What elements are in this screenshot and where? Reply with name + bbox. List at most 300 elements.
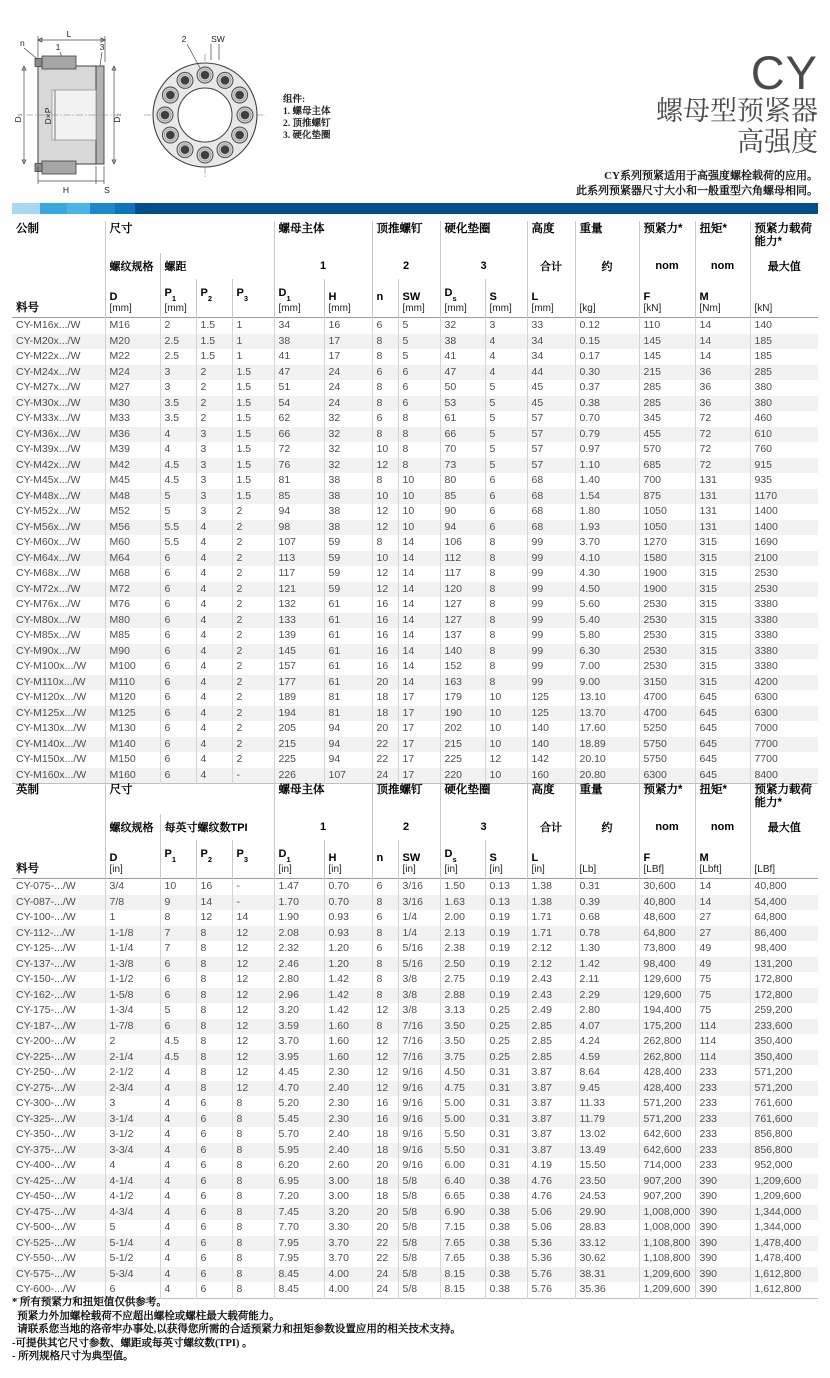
value-cell: 4 bbox=[196, 721, 232, 737]
value-cell: 5-3/4 bbox=[105, 1267, 160, 1283]
value-cell: 3.20 bbox=[274, 1003, 324, 1019]
value-cell: 915 bbox=[750, 458, 818, 474]
value-cell: 4 bbox=[160, 442, 196, 458]
value-cell: 6 bbox=[372, 879, 398, 895]
group-nut-body: 螺母主体 bbox=[274, 782, 372, 814]
part-number-cell: CY-137-.../W bbox=[16, 957, 76, 970]
value-cell: 0.25 bbox=[485, 1003, 527, 1019]
value-cell: 390 bbox=[695, 1174, 750, 1190]
value-cell: 12 bbox=[372, 1003, 398, 1019]
metric-table bbox=[12, 221, 818, 784]
value-cell: 5.60 bbox=[575, 597, 639, 613]
value-cell: - bbox=[232, 768, 274, 784]
value-cell: 3380 bbox=[750, 628, 818, 644]
value-cell: 68 bbox=[527, 473, 575, 489]
value-cell: 6 bbox=[160, 957, 196, 973]
table-row bbox=[12, 690, 818, 706]
value-cell: 1900 bbox=[639, 566, 695, 582]
value-cell: 9 bbox=[160, 895, 196, 911]
value-cell: 5/8 bbox=[398, 1251, 440, 1267]
value-cell: 4 bbox=[160, 1236, 196, 1252]
value-cell: 1900 bbox=[639, 582, 695, 598]
value-cell: 233 bbox=[695, 1096, 750, 1112]
value-cell: 185 bbox=[750, 334, 818, 350]
sub-approx: 约 bbox=[575, 253, 639, 279]
sub-item-2: 2 bbox=[372, 253, 440, 279]
value-cell: 175,200 bbox=[639, 1019, 695, 1035]
value-cell: 2-3/4 bbox=[105, 1081, 160, 1097]
value-cell: 4.24 bbox=[575, 1034, 639, 1050]
table-row bbox=[12, 1112, 818, 1128]
value-cell: 34 bbox=[527, 349, 575, 365]
value-cell: 6 bbox=[160, 988, 196, 1004]
table-row bbox=[12, 1251, 818, 1267]
value-cell: 0.31 bbox=[485, 1158, 527, 1174]
value-cell: 6 bbox=[485, 473, 527, 489]
value-cell: 75 bbox=[695, 1003, 750, 1019]
value-cell: 32 bbox=[324, 411, 372, 427]
value-cell: 0.17 bbox=[575, 349, 639, 365]
description-line-2: 此系列预紧器尺寸大小和一般重型六角螺母相同。 bbox=[576, 185, 818, 197]
value-cell: 73,800 bbox=[639, 941, 695, 957]
value-cell: 2.80 bbox=[274, 972, 324, 988]
value-cell: 17 bbox=[398, 706, 440, 722]
value-cell: 0.19 bbox=[485, 972, 527, 988]
value-cell: 8 bbox=[232, 1096, 274, 1112]
value-cell: 4.5 bbox=[160, 458, 196, 474]
value-cell: 72 bbox=[695, 411, 750, 427]
value-cell: 14 bbox=[695, 895, 750, 911]
col-n: n bbox=[372, 840, 398, 879]
value-cell: 3.50 bbox=[440, 1034, 485, 1050]
jack-bolt-front bbox=[166, 131, 174, 139]
value-cell: 24 bbox=[372, 1267, 398, 1283]
part-number-cell: CY-M160x.../W bbox=[16, 768, 87, 781]
value-cell: 50 bbox=[440, 380, 485, 396]
value-cell: 0.38 bbox=[485, 1282, 527, 1298]
value-cell: 6 bbox=[196, 1096, 232, 1112]
value-cell: 1-1/4 bbox=[105, 941, 160, 957]
table-row bbox=[12, 1143, 818, 1159]
value-cell: 16 bbox=[372, 1096, 398, 1112]
value-cell: 0.31 bbox=[485, 1081, 527, 1097]
value-cell: 13.10 bbox=[575, 690, 639, 706]
value-cell: 18 bbox=[372, 706, 398, 722]
value-cell: 1.5 bbox=[232, 411, 274, 427]
value-cell: 16 bbox=[324, 318, 372, 334]
value-cell: 2.75 bbox=[440, 972, 485, 988]
value-cell: 5/8 bbox=[398, 1220, 440, 1236]
part-number-cell: CY-275-.../W bbox=[16, 1081, 76, 1094]
value-cell: 7/16 bbox=[398, 1019, 440, 1035]
value-cell: 32 bbox=[324, 458, 372, 474]
value-cell: 6 bbox=[196, 1220, 232, 1236]
value-cell: 4700 bbox=[639, 690, 695, 706]
value-cell: 131,200 bbox=[750, 957, 818, 973]
value-cell: 6.90 bbox=[440, 1205, 485, 1221]
value-cell: 44 bbox=[527, 365, 575, 381]
col-sw: SW [mm] bbox=[398, 279, 440, 318]
component-legend bbox=[283, 94, 331, 142]
table-row bbox=[12, 1050, 818, 1066]
value-cell: 0.31 bbox=[485, 1112, 527, 1128]
value-cell: 3 bbox=[196, 489, 232, 505]
value-cell: 5.76 bbox=[527, 1267, 575, 1283]
value-cell: M52 bbox=[105, 504, 160, 520]
table-row bbox=[12, 582, 818, 598]
part-number-cell: CY-325-.../W bbox=[16, 1112, 76, 1125]
table-row bbox=[12, 910, 818, 926]
sub-item-3: 3 bbox=[440, 253, 527, 279]
value-cell: 2 bbox=[232, 628, 274, 644]
value-cell: 225 bbox=[274, 752, 324, 768]
table-row bbox=[12, 879, 818, 895]
value-cell: 140 bbox=[750, 318, 818, 334]
table-row bbox=[12, 737, 818, 753]
dim-label-s: S bbox=[104, 185, 110, 195]
value-cell: M20 bbox=[105, 334, 160, 350]
value-cell: 32 bbox=[324, 442, 372, 458]
value-cell: 9/16 bbox=[398, 1112, 440, 1128]
value-cell: 6 bbox=[398, 380, 440, 396]
value-cell: 0.31 bbox=[575, 879, 639, 895]
value-cell: 0.38 bbox=[485, 1251, 527, 1267]
value-cell: 0.31 bbox=[485, 1127, 527, 1143]
value-cell: 24 bbox=[372, 768, 398, 784]
value-cell: 14 bbox=[695, 349, 750, 365]
value-cell: 1/4 bbox=[398, 910, 440, 926]
value-cell: 7/16 bbox=[398, 1034, 440, 1050]
value-cell: 5.36 bbox=[527, 1236, 575, 1252]
sub-preload-nom: nom bbox=[639, 253, 695, 279]
value-cell: 5 bbox=[398, 318, 440, 334]
value-cell: 6.40 bbox=[440, 1174, 485, 1190]
part-number-cell: CY-225-.../W bbox=[16, 1050, 76, 1063]
jack-bolt-front bbox=[201, 71, 209, 79]
value-cell: 57 bbox=[527, 411, 575, 427]
table-row bbox=[12, 318, 818, 334]
part-number-cell: CY-187-.../W bbox=[16, 1019, 76, 1032]
value-cell: 12 bbox=[372, 504, 398, 520]
value-cell: 2 bbox=[232, 690, 274, 706]
value-cell: 8 bbox=[232, 1205, 274, 1221]
value-cell: 2-1/4 bbox=[105, 1050, 160, 1066]
value-cell: 152 bbox=[440, 659, 485, 675]
part-number-cell: CY-112-.../W bbox=[16, 926, 75, 939]
value-cell: 215 bbox=[274, 737, 324, 753]
sub-preload-nom: nom bbox=[639, 814, 695, 840]
value-cell: 10 bbox=[372, 442, 398, 458]
value-cell: 3.00 bbox=[324, 1189, 372, 1205]
value-cell: 9/16 bbox=[398, 1081, 440, 1097]
value-cell: 1.90 bbox=[274, 910, 324, 926]
value-cell: 2.13 bbox=[440, 926, 485, 942]
value-cell: 1,612,800 bbox=[750, 1267, 818, 1283]
value-cell: 3.50 bbox=[440, 1019, 485, 1035]
value-cell: 3 bbox=[485, 318, 527, 334]
value-cell: 22 bbox=[372, 1251, 398, 1267]
part-number-cell: CY-M85x.../W bbox=[16, 629, 81, 641]
part-number-cell: CY-M33x.../W bbox=[16, 412, 81, 424]
value-cell: 7/16 bbox=[398, 1050, 440, 1066]
value-cell: 1.38 bbox=[527, 879, 575, 895]
value-cell: 315 bbox=[695, 597, 750, 613]
value-cell: 8.15 bbox=[440, 1267, 485, 1283]
imperial-table bbox=[12, 782, 818, 1299]
value-cell: 6 bbox=[196, 1143, 232, 1159]
col-ds: $D_s$ [in] bbox=[440, 840, 485, 879]
value-cell: 133 bbox=[274, 613, 324, 629]
value-cell: 5 bbox=[485, 380, 527, 396]
value-cell: 6 bbox=[160, 613, 196, 629]
table-row bbox=[12, 334, 818, 350]
value-cell: 2.38 bbox=[440, 941, 485, 957]
value-cell: 38 bbox=[324, 504, 372, 520]
value-cell: 81 bbox=[324, 706, 372, 722]
value-cell: 10 bbox=[398, 504, 440, 520]
col-p1: $P_1$ bbox=[160, 840, 196, 879]
value-cell: 27 bbox=[695, 926, 750, 942]
value-cell: 0.70 bbox=[324, 879, 372, 895]
value-cell: 11.79 bbox=[575, 1112, 639, 1128]
col-part-number: 料号 bbox=[16, 863, 39, 875]
value-cell: 4 bbox=[160, 1158, 196, 1174]
value-cell: 4.19 bbox=[527, 1158, 575, 1174]
value-cell: 8.45 bbox=[274, 1282, 324, 1298]
col-h: H [in] bbox=[324, 840, 372, 879]
value-cell: 2 bbox=[232, 582, 274, 598]
value-cell: 33.12 bbox=[575, 1236, 639, 1252]
value-cell: 5 bbox=[398, 349, 440, 365]
value-cell: 4 bbox=[196, 551, 232, 567]
value-cell: 20 bbox=[372, 1220, 398, 1236]
value-cell: 72 bbox=[274, 442, 324, 458]
value-cell: 5 bbox=[485, 427, 527, 443]
value-cell: 1.5 bbox=[232, 458, 274, 474]
front-view-bore bbox=[178, 88, 232, 142]
value-cell: 8 bbox=[196, 1003, 232, 1019]
value-cell: 36 bbox=[695, 380, 750, 396]
value-cell: 2.30 bbox=[324, 1112, 372, 1128]
value-cell: 7000 bbox=[750, 721, 818, 737]
table-row bbox=[12, 1158, 818, 1174]
value-cell: 8 bbox=[232, 1143, 274, 1159]
value-cell: 3.30 bbox=[324, 1220, 372, 1236]
value-cell: 12 bbox=[372, 1034, 398, 1050]
value-cell: 30.62 bbox=[575, 1251, 639, 1267]
value-cell: 114 bbox=[695, 1034, 750, 1050]
value-cell: 4 bbox=[196, 628, 232, 644]
value-cell: 1/4 bbox=[398, 926, 440, 942]
value-cell: 2.40 bbox=[324, 1127, 372, 1143]
table-row bbox=[12, 752, 818, 768]
value-cell: 6 bbox=[105, 1282, 160, 1298]
value-cell: 41 bbox=[440, 349, 485, 365]
value-cell: 1,108,800 bbox=[639, 1251, 695, 1267]
value-cell: 8 bbox=[232, 1267, 274, 1283]
value-cell: 1.5 bbox=[196, 334, 232, 350]
value-cell: 285 bbox=[639, 380, 695, 396]
value-cell: 5.00 bbox=[440, 1112, 485, 1128]
value-cell: 455 bbox=[639, 427, 695, 443]
value-cell: 12 bbox=[372, 520, 398, 536]
value-cell: 137 bbox=[440, 628, 485, 644]
value-cell: 10 bbox=[398, 473, 440, 489]
accent-bar-segment bbox=[12, 203, 40, 214]
value-cell: 1,344,000 bbox=[750, 1220, 818, 1236]
value-cell: 0.93 bbox=[324, 910, 372, 926]
region-label: 英制 bbox=[16, 784, 39, 796]
value-cell: 4 bbox=[196, 644, 232, 660]
accent-bar bbox=[12, 203, 818, 214]
value-cell: 5.20 bbox=[274, 1096, 324, 1112]
value-cell: 4.59 bbox=[575, 1050, 639, 1066]
value-cell: 10 bbox=[485, 690, 527, 706]
value-cell: 2.85 bbox=[527, 1019, 575, 1035]
value-cell: 172,800 bbox=[750, 988, 818, 1004]
value-cell: 8 bbox=[372, 334, 398, 350]
part-number-cell: CY-M130x.../W bbox=[16, 722, 87, 734]
value-cell: 8 bbox=[485, 675, 527, 691]
value-cell: 5750 bbox=[639, 752, 695, 768]
value-cell: 0.12 bbox=[575, 318, 639, 334]
accent-bar-segment bbox=[115, 203, 135, 214]
part-number-cell: CY-M100x.../W bbox=[16, 660, 87, 672]
group-preload: 预紧力* bbox=[639, 221, 695, 253]
value-cell: 4 bbox=[196, 613, 232, 629]
value-cell: 233 bbox=[695, 1143, 750, 1159]
table-row bbox=[12, 411, 818, 427]
value-cell: 2 bbox=[160, 318, 196, 334]
value-cell: 0.25 bbox=[485, 1050, 527, 1066]
sub-tpi: 每英寸螺纹数TPI bbox=[160, 814, 274, 840]
value-cell: 85 bbox=[274, 489, 324, 505]
value-cell: 4-1/4 bbox=[105, 1174, 160, 1190]
value-cell: 4 bbox=[196, 737, 232, 753]
value-cell: 8 bbox=[232, 1174, 274, 1190]
value-cell: 0.19 bbox=[485, 957, 527, 973]
value-cell: 7.95 bbox=[274, 1236, 324, 1252]
value-cell: 47 bbox=[440, 365, 485, 381]
value-cell: 59 bbox=[324, 535, 372, 551]
value-cell: 2.50 bbox=[440, 957, 485, 973]
value-cell: 145 bbox=[639, 334, 695, 350]
value-cell: 2.30 bbox=[324, 1065, 372, 1081]
value-cell: 5 bbox=[398, 334, 440, 350]
value-cell: 642,600 bbox=[639, 1127, 695, 1143]
value-cell: 645 bbox=[695, 737, 750, 753]
value-cell: 5 bbox=[160, 489, 196, 505]
group-torque: 扭矩* bbox=[695, 782, 750, 814]
value-cell: 125 bbox=[527, 706, 575, 722]
part-number-cell: CY-425-.../W bbox=[16, 1174, 76, 1187]
part-number-cell: CY-250-.../W bbox=[16, 1066, 76, 1078]
value-cell: 190 bbox=[440, 706, 485, 722]
part-number-cell: CY-M76x.../W bbox=[16, 598, 81, 610]
value-cell: 2 bbox=[232, 721, 274, 737]
value-cell: M72 bbox=[105, 582, 160, 598]
group-height: 高度 bbox=[527, 782, 575, 814]
legend-item-1: 1. 螺母主体 bbox=[283, 107, 331, 117]
value-cell: 2.5 bbox=[160, 349, 196, 365]
sub-total: 合计 bbox=[527, 814, 575, 840]
value-cell: 5 bbox=[160, 504, 196, 520]
dim-label-d1: D₁ bbox=[13, 113, 23, 123]
value-cell: 2.29 bbox=[575, 988, 639, 1004]
value-cell: 68 bbox=[527, 504, 575, 520]
value-cell: 2 bbox=[232, 551, 274, 567]
value-cell: 1,209,600 bbox=[750, 1189, 818, 1205]
col-n: n bbox=[372, 279, 398, 318]
value-cell: 99 bbox=[527, 675, 575, 691]
value-cell: 390 bbox=[695, 1267, 750, 1283]
value-cell: 3.20 bbox=[324, 1205, 372, 1221]
group-weight: 重量 bbox=[575, 782, 639, 814]
value-cell: 0.25 bbox=[485, 1019, 527, 1035]
value-cell: 4 bbox=[160, 1282, 196, 1298]
value-cell: 2530 bbox=[639, 644, 695, 660]
value-cell: 5750 bbox=[639, 737, 695, 753]
value-cell: 80 bbox=[440, 473, 485, 489]
value-cell: 8.15 bbox=[440, 1282, 485, 1298]
value-cell: 8 bbox=[372, 349, 398, 365]
part-number-cell: CY-M24x.../W bbox=[16, 365, 81, 378]
table-row bbox=[12, 706, 818, 722]
group-push-screws: 顶推螺钉 bbox=[372, 782, 440, 814]
value-cell: 2.12 bbox=[527, 941, 575, 957]
technical-drawing bbox=[8, 26, 278, 204]
value-cell: 86,400 bbox=[750, 926, 818, 942]
value-cell: 3.13 bbox=[440, 1003, 485, 1019]
value-cell: 3-3/4 bbox=[105, 1143, 160, 1159]
value-cell: 10 bbox=[398, 520, 440, 536]
value-cell: 17 bbox=[398, 690, 440, 706]
table-row bbox=[12, 926, 818, 942]
value-cell: 4.00 bbox=[324, 1267, 372, 1283]
value-cell: 262,800 bbox=[639, 1034, 695, 1050]
value-cell: 7.15 bbox=[440, 1220, 485, 1236]
table-row bbox=[12, 1081, 818, 1097]
value-cell: 33 bbox=[527, 318, 575, 334]
footnote-line: -可提供其它尺寸参数、螺距或每英寸螺纹数(TPI) 。 bbox=[12, 1337, 253, 1349]
value-cell: 7 bbox=[160, 941, 196, 957]
value-cell: 61 bbox=[324, 613, 372, 629]
value-cell: 4 bbox=[105, 1158, 160, 1174]
value-cell: 3 bbox=[160, 380, 196, 396]
value-cell: 5 bbox=[160, 1003, 196, 1019]
value-cell: 2100 bbox=[750, 551, 818, 567]
value-cell: 127 bbox=[440, 597, 485, 613]
value-cell: 59 bbox=[324, 566, 372, 582]
value-cell: 315 bbox=[695, 613, 750, 629]
value-cell: 30,600 bbox=[639, 879, 695, 895]
value-cell: 1.80 bbox=[575, 504, 639, 520]
value-cell: 13.70 bbox=[575, 706, 639, 722]
value-cell: 1.63 bbox=[440, 895, 485, 911]
value-cell: 6 bbox=[372, 941, 398, 957]
value-cell: 17.60 bbox=[575, 721, 639, 737]
value-cell: 14 bbox=[398, 597, 440, 613]
value-cell: 94 bbox=[324, 737, 372, 753]
value-cell: 14 bbox=[398, 644, 440, 660]
value-cell: 0.38 bbox=[485, 1236, 527, 1252]
value-cell: 1.5 bbox=[232, 365, 274, 381]
value-cell: 107 bbox=[274, 535, 324, 551]
value-cell: 54,400 bbox=[750, 895, 818, 911]
value-cell: 4200 bbox=[750, 675, 818, 691]
value-cell: M48 bbox=[105, 489, 160, 505]
table-row bbox=[12, 721, 818, 737]
